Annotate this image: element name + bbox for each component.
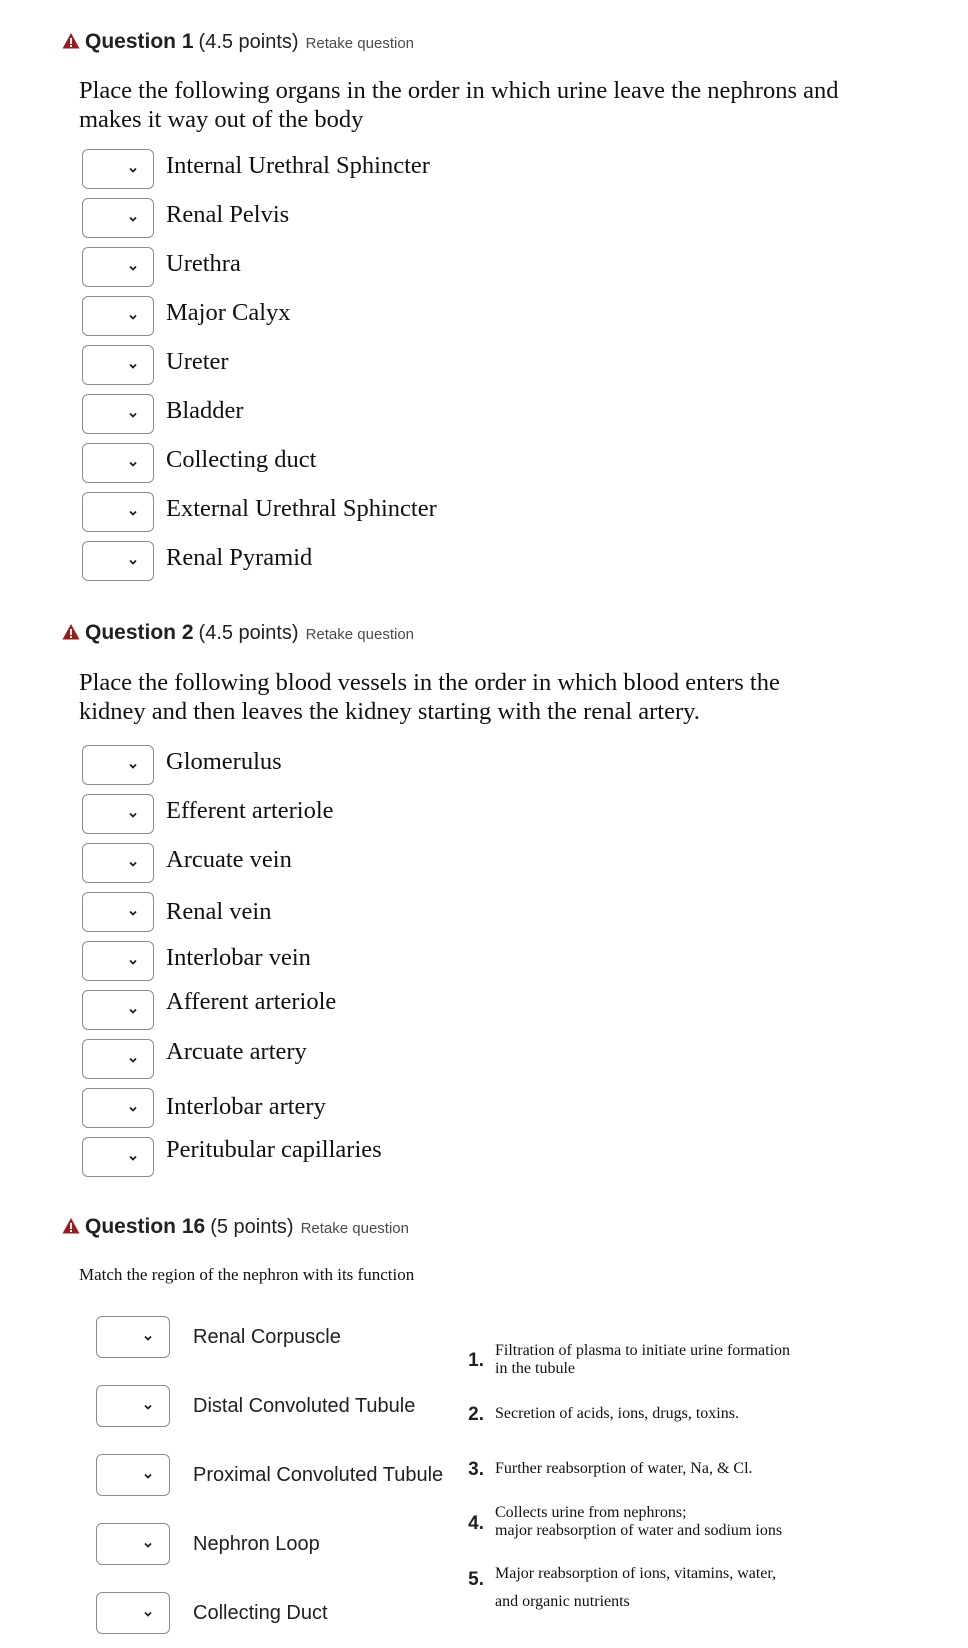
order-row xyxy=(82,1087,326,1129)
chevron-down-icon xyxy=(142,1608,154,1620)
chevron-down-icon xyxy=(127,1152,139,1164)
choice-text-line: Filtration of plasma to initiate urine formation xyxy=(495,1342,791,1359)
chevron-down-icon xyxy=(142,1470,154,1482)
order-select[interactable] xyxy=(82,198,154,238)
choice-text-line: Secretion of acids, ions, drugs, toxins. xyxy=(495,1405,739,1422)
order-select[interactable] xyxy=(82,492,154,532)
match-row xyxy=(96,1454,443,1496)
match-row xyxy=(96,1316,341,1358)
question-points: (4.5 points) xyxy=(198,622,299,644)
retake-question-link[interactable]: Retake question xyxy=(305,626,414,643)
question-2-prompt: Place the following blood vessels in the order in which blood enters the kidney and then leaves the kidney starting with the renal artery. xyxy=(79,669,780,725)
order-row xyxy=(82,442,316,484)
warning-triangle-icon xyxy=(62,1217,80,1235)
order-item-label: Renal vein xyxy=(166,898,272,925)
choice-definition xyxy=(495,1560,835,1616)
order-select[interactable] xyxy=(82,149,154,189)
chevron-down-icon xyxy=(127,556,139,568)
order-select[interactable] xyxy=(82,394,154,434)
order-row xyxy=(82,295,291,337)
choice-number: 4. xyxy=(468,1513,484,1534)
chevron-down-icon xyxy=(142,1539,154,1551)
order-item-label: Glomerulus xyxy=(166,748,282,775)
order-row xyxy=(82,148,430,190)
order-item-label: Interlobar vein xyxy=(166,944,311,971)
question-title: Question 1 xyxy=(85,30,194,53)
order-select[interactable] xyxy=(82,345,154,385)
choice-text-line: major reabsorption of water and sodium ions xyxy=(495,1522,783,1539)
order-item-label: Arcuate vein xyxy=(166,846,292,873)
choice-number: 5. xyxy=(468,1569,484,1590)
match-item-label: Renal Corpuscle xyxy=(193,1325,341,1348)
choice-definition xyxy=(495,1342,835,1378)
chevron-down-icon xyxy=(127,360,139,372)
question-points: (5 points) xyxy=(210,1216,294,1238)
warning-triangle-icon xyxy=(62,623,80,641)
match-item-label: Nephron Loop xyxy=(193,1532,320,1555)
choice-definition xyxy=(495,1460,835,1478)
choice-text-line: in the tubule xyxy=(495,1360,575,1377)
order-item-label: Internal Urethral Sphincter xyxy=(166,152,430,179)
order-select[interactable] xyxy=(82,443,154,483)
chevron-down-icon xyxy=(127,164,139,176)
match-row xyxy=(96,1592,328,1634)
order-item-label: Arcuate artery xyxy=(166,1038,307,1065)
order-select[interactable] xyxy=(82,941,154,981)
order-item-label: Urethra xyxy=(166,250,241,277)
match-select[interactable] xyxy=(96,1454,170,1496)
order-select[interactable] xyxy=(82,296,154,336)
choice-number: 2. xyxy=(468,1404,484,1425)
question-title: Question 16 xyxy=(85,1215,206,1238)
order-select[interactable] xyxy=(82,843,154,883)
retake-question-link[interactable]: Retake question xyxy=(300,1220,409,1237)
question-title: Question 2 xyxy=(85,621,194,644)
match-select[interactable] xyxy=(96,1385,170,1427)
order-row xyxy=(82,842,292,884)
order-row xyxy=(82,540,312,582)
choice-definition xyxy=(495,1504,835,1540)
order-select[interactable] xyxy=(82,990,154,1030)
chevron-down-icon xyxy=(127,907,139,919)
order-select[interactable] xyxy=(82,1137,154,1177)
chevron-down-icon xyxy=(127,507,139,519)
chevron-down-icon xyxy=(127,409,139,421)
order-row xyxy=(82,344,229,386)
chevron-down-icon xyxy=(127,809,139,821)
chevron-down-icon xyxy=(127,458,139,470)
match-row xyxy=(96,1385,415,1427)
order-row xyxy=(82,246,241,288)
order-item-label: Afferent arteriole xyxy=(166,988,337,1015)
question-1-prompt: Place the following organs in the order in which urine leave the nephrons and makes it way out of the body xyxy=(79,77,839,133)
match-item-label: Distal Convoluted Tubule xyxy=(193,1394,416,1417)
chevron-down-icon xyxy=(127,311,139,323)
order-select[interactable] xyxy=(82,794,154,834)
choice-text-line: Further reabsorption of water, Na, & Cl. xyxy=(495,1460,753,1477)
order-row xyxy=(82,989,336,1031)
order-select[interactable] xyxy=(82,541,154,581)
order-item-label: Peritubular capillaries xyxy=(166,1136,382,1163)
choice-number: 1. xyxy=(468,1350,484,1371)
question-points: (4.5 points) xyxy=(198,31,299,53)
order-select[interactable] xyxy=(82,745,154,785)
chevron-down-icon xyxy=(127,213,139,225)
chevron-down-icon xyxy=(127,956,139,968)
order-item-label: Ureter xyxy=(166,348,229,375)
match-row xyxy=(96,1523,320,1565)
order-select[interactable] xyxy=(82,892,154,932)
choice-text-line: and organic nutrients xyxy=(495,1593,630,1610)
chevron-down-icon xyxy=(127,1103,139,1115)
question-16-header xyxy=(62,1215,409,1239)
choice-text-line: Major reabsorption of ions, vitamins, water, xyxy=(495,1565,777,1582)
choice-definition xyxy=(495,1405,835,1423)
match-select[interactable] xyxy=(96,1523,170,1565)
question-1-header xyxy=(62,30,414,54)
chevron-down-icon xyxy=(127,760,139,772)
order-select[interactable] xyxy=(82,1088,154,1128)
order-item-label: Renal Pelvis xyxy=(166,201,290,228)
order-row xyxy=(82,491,437,533)
order-item-label: Major Calyx xyxy=(166,299,291,326)
chevron-down-icon xyxy=(142,1401,154,1413)
order-row xyxy=(82,1038,307,1080)
chevron-down-icon xyxy=(142,1332,154,1344)
match-item-label: Collecting Duct xyxy=(193,1601,328,1624)
match-select[interactable] xyxy=(96,1316,170,1358)
order-row xyxy=(82,891,271,933)
order-row xyxy=(82,393,244,435)
order-item-label: Bladder xyxy=(166,397,244,424)
chevron-down-icon xyxy=(127,262,139,274)
match-select[interactable] xyxy=(96,1592,170,1634)
order-item-label: External Urethral Sphincter xyxy=(166,495,437,522)
order-item-label: Interlobar artery xyxy=(166,1093,326,1120)
retake-question-link[interactable]: Retake question xyxy=(305,35,414,52)
order-row xyxy=(82,793,334,835)
question-16-prompt: Match the region of the nephron with its function xyxy=(79,1265,415,1284)
chevron-down-icon xyxy=(127,1054,139,1066)
order-row xyxy=(82,744,282,786)
order-select[interactable] xyxy=(82,247,154,287)
choice-number: 3. xyxy=(468,1459,484,1480)
order-select[interactable] xyxy=(82,1039,154,1079)
order-item-label: Renal Pyramid xyxy=(166,544,313,571)
order-item-label: Efferent arteriole xyxy=(166,797,334,824)
warning-triangle-icon xyxy=(62,32,80,50)
order-row xyxy=(82,940,311,982)
match-item-label: Proximal Convoluted Tubule xyxy=(193,1463,444,1486)
chevron-down-icon xyxy=(127,858,139,870)
order-item-label: Collecting duct xyxy=(166,446,317,473)
order-row xyxy=(82,1136,382,1178)
question-2-header xyxy=(62,621,414,645)
order-row xyxy=(82,197,289,239)
choice-text-line: Collects urine from nephrons; xyxy=(495,1504,687,1521)
chevron-down-icon xyxy=(127,1005,139,1017)
